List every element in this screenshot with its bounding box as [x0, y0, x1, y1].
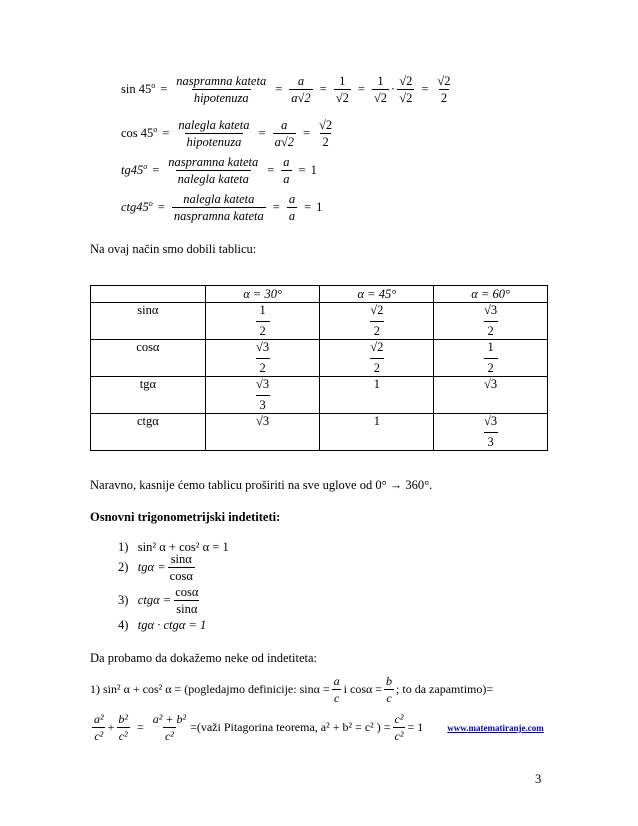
identity-2: 2) tgα = $\frac{\sin\alpha}{\cos\alpha}$	[118, 552, 193, 583]
page-number: 3	[535, 772, 542, 786]
row-label: sinα	[91, 303, 206, 340]
cos45-derivation: cos 45$^o$ = $\frac{\text{nalegla kateta}}{\text{hipotenuza}}$ = $\frac{a}{a√2}$ = $\frac{√2}{2}$	[121, 118, 333, 149]
website-link[interactable]: www.matematiranje.com	[447, 723, 544, 733]
table-corner	[91, 286, 206, 303]
table-cell: 1	[320, 377, 434, 414]
table-cell: $\frac{√3}{3}$	[434, 414, 548, 451]
table-cell: $\frac{√3}{3}$	[205, 377, 320, 414]
table-cell: √3	[434, 377, 548, 414]
extend-text: Naravno, kasnije ćemo tablicu proširiti na sve uglove od 0° → 360°.	[90, 478, 433, 492]
table-cell: $\frac{1}{2}$	[434, 340, 548, 377]
trig-values-table	[90, 285, 548, 451]
proof-line-2: $\frac{\text{a²}}{\text{c²}}$ + $\frac{\text{b²}}{\text{c²}}$ = $\frac{\text{a² + b²}}{\text{c²}}$ =(važi Pitagorina teorema, a² + b² = c² ) = $\frac{\text{c²}}{\text{c²}}$ = 1 www.matematiranje.com	[94, 712, 544, 743]
identities-title: Osnovni trigonometrijski indetiteti:	[90, 510, 281, 524]
table-cell: $\frac{√2}{2}$	[320, 340, 434, 377]
row-label: tgα	[91, 377, 206, 414]
tg45-derivation: tg45$^o$ = $\frac{\text{naspramna kateta}}{\text{nalegla kateta}}$ = $\frac{a}{a}$ = 1	[121, 155, 317, 186]
table-cell: 1	[320, 414, 434, 451]
table-cell: $\frac{√3}{2}$	[434, 303, 548, 340]
proof-intro: Da probamo da dokažemo neke od indetiteta:	[90, 651, 318, 665]
table-cell: $\frac{√3}{2}$	[205, 340, 320, 377]
identity-4: 4) tgα · ctgα = 1	[118, 618, 207, 632]
table-cell: $\frac{√2}{2}$	[320, 303, 434, 340]
ctg45-derivation: ctg45$^o$ = $\frac{\text{nalegla kateta}}{\text{naspramna kateta}}$ = $\frac{a}{a}$ = 1	[121, 192, 323, 223]
proof-line-1: 1) sin² α + cos² α = (pogledajmo definicije: sinα = $\frac{a}{c}$ i cosα = $\frac{b}{c}$ ; to da zapamtimo)=	[90, 674, 494, 705]
intro-text: Na ovaj način smo dobili tablicu:	[90, 242, 257, 256]
header-60: α = 60°	[434, 286, 548, 303]
header-30: α = 30°	[205, 286, 320, 303]
row-label: cosα	[91, 340, 206, 377]
table-cell: $\frac{1}{2}$	[205, 303, 320, 340]
sin45-derivation: sin 45$^o$ = $\frac{\text{naspramna kateta}}{\text{hipotenuza}}$ = $\frac{a}{a√2}$ = $\frac{1}{√2}$ = $\frac{1}{√2}$ · $\frac{√2}{√2}$ = $\frac{√2}{2}$	[121, 74, 451, 105]
identity-1: 1) sin² α + cos² α = 1	[118, 540, 229, 554]
table-cell: √3	[205, 414, 320, 451]
row-label: ctgα	[91, 414, 206, 451]
header-45: α = 45°	[320, 286, 434, 303]
identity-3: 3) ctgα = $\frac{\cos\alpha}{\sin\alpha}$	[118, 585, 199, 616]
